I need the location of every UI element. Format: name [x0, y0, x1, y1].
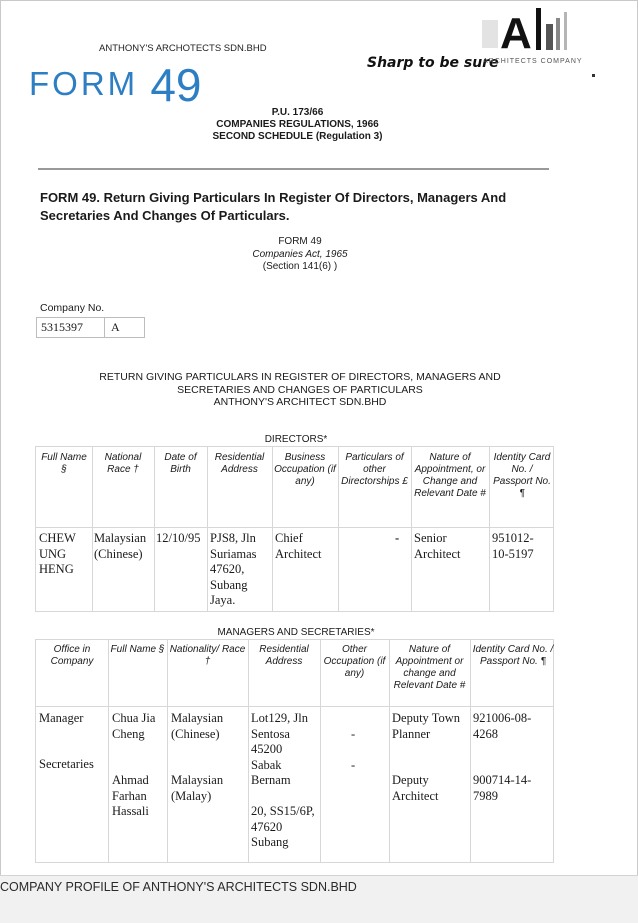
return-line: RETURN GIVING PARTICULARS IN REGISTER OF DIRECTORS, MANAGERS AND [99, 371, 501, 383]
return-block [70, 371, 530, 409]
col-divider [320, 639, 321, 863]
header-identity-card: Identity Card No. / Passport No. ¶ [493, 452, 551, 499]
director-dob: 12/10/95 [156, 531, 201, 545]
form-block-line: FORM 49 [278, 236, 322, 247]
header-nature-of-appointment: Nature of Appointment, or Change and Relevant Date # [414, 452, 486, 499]
header-residential-address: Residential Address [259, 644, 309, 667]
header-other-occupation: Other Occupation (if any) [323, 644, 386, 679]
col-divider [272, 446, 273, 612]
secretary-address: 20, SS15/6P, 47620 Subang [251, 804, 315, 849]
manager-name: Chua Jia Cheng [112, 711, 156, 741]
secretary-race: Malaysian (Malay) [171, 773, 224, 803]
manager-appointment: Deputy Town Planner [392, 711, 460, 741]
director-race: Malaysian (Chinese) [94, 531, 147, 561]
secretary-appointment: Deputy Architect [392, 773, 439, 803]
manager-office: Manager [39, 711, 84, 725]
header-other-directorships: Particulars of other Directorships £ [341, 452, 408, 487]
company-box-divider [104, 318, 105, 337]
form-number: 49 [150, 59, 202, 111]
director-occupation: Chief Architect [275, 531, 322, 561]
director-ic: 951012-10-5197 [492, 531, 534, 561]
manager-address: Lot129, Jln Sentosa 45200 Sabak Bernam [251, 711, 308, 787]
form-title [29, 52, 202, 111]
divider [38, 168, 549, 170]
form-block [200, 236, 400, 274]
col-divider [108, 639, 109, 863]
return-line: SECRETARIES AND CHANGES OF PARTICULARS [177, 383, 423, 396]
regulation-block [170, 107, 425, 143]
form-word: FORM [29, 65, 139, 102]
company-no-label: Company No. [40, 302, 105, 314]
header-business-occupation: Business Occupation (if any) [274, 452, 336, 487]
col-divider [248, 639, 249, 863]
col-divider [154, 446, 155, 612]
managers-title: MANAGERS AND SECRETARIES* [217, 627, 375, 638]
col-divider [389, 639, 390, 863]
form-block-line: Companies Act, 1965 [252, 248, 348, 260]
header-residential-address: Residential Address [214, 452, 265, 475]
secretary-occupation: - [351, 758, 356, 772]
header-identity-card: Identity Card No. / Passport No. ¶ [472, 644, 554, 667]
secretary-office: Secretaries [39, 757, 94, 771]
firm-name-top: ANTHONY'S ARCHOTECTS SDN.BHD [99, 43, 267, 54]
col-divider [207, 446, 208, 612]
col-divider [470, 639, 471, 863]
director-address: PJS8, Jln Suriamas 47620, Subang Jaya. [210, 531, 257, 607]
secretary-name: Ahmad Farhan Hassali [112, 773, 149, 818]
return-line: ANTHONY'S ARCHITECT SDN.BHD [213, 396, 387, 408]
secretary-ic: 900714-14-7989 [473, 773, 532, 803]
directors-header-divider [35, 527, 554, 528]
manager-ic: 921006-08-4268 [473, 711, 532, 741]
header-date-of-birth: Date of Birth [164, 452, 197, 475]
managers-header-divider [35, 706, 554, 707]
col-divider [489, 446, 490, 612]
header-full-name: Full Name § [41, 452, 87, 475]
header-national-race: National Race † [104, 452, 142, 475]
director-other-directorships: - [395, 531, 400, 545]
logo-letter: A [500, 9, 532, 58]
header-nationality: Nationality/ Race † [169, 644, 246, 667]
director-full-name: CHEW UNG HENG [39, 531, 76, 576]
director-appointment: Senior Architect [414, 531, 461, 561]
footer-text: COMPANY PROFILE OF ANTHONY'S ARCHITECTS SDN.BHD [0, 880, 357, 894]
company-number: 5315397 [41, 320, 83, 334]
regulation-line: SECOND SCHEDULE (Regulation 3) [212, 131, 383, 142]
col-divider [411, 446, 412, 612]
manager-race: Malaysian (Chinese) [171, 711, 224, 741]
regulation-line: P.U. 173/66 [271, 107, 324, 118]
company-suffix: A [111, 320, 120, 334]
header-office: Office in Company [50, 644, 94, 667]
header-nature-of-appointment: Nature of Appointment or change and Relevant Date # [393, 644, 466, 691]
main-heading: FORM 49. Return Giving Particulars In Register Of Directors, Managers And Secretaries And Changes Of Particulars. [40, 190, 507, 223]
regulation-line: COMPANIES REGULATIONS, 1966 [216, 119, 379, 130]
col-divider [338, 446, 339, 612]
form-block-line: (Section 141(6) ) [262, 261, 338, 272]
col-divider [92, 446, 93, 612]
manager-occupation: - [351, 727, 356, 741]
slogan: Sharp to be sure [367, 55, 499, 71]
directors-title: DIRECTORS* [264, 434, 328, 445]
company-no-box [36, 317, 145, 338]
col-divider [167, 639, 168, 863]
header-full-name: Full Name § [110, 644, 165, 655]
company-logo [478, 0, 596, 80]
logo-caption: ARCHITECTS COMPANY [483, 58, 583, 65]
